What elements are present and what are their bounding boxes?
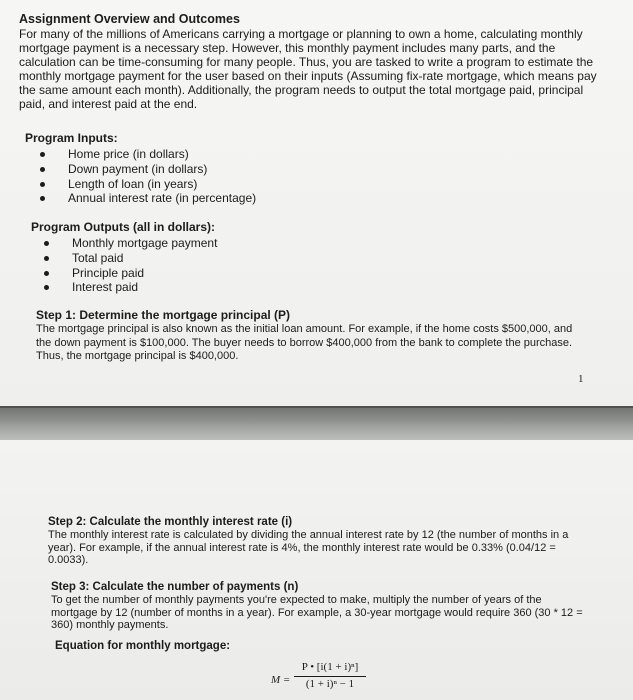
- step1-heading: Step 1: Determine the mortgage principal (P): [36, 308, 291, 322]
- step2-heading: Step 2: Calculate the monthly interest rate (i): [48, 516, 293, 528]
- step2-body: The monthly interest rate is calculated by dividing the annual interest rate by 12 (the number of months in a year). For example, if the annual interest rate is 4%, the monthly interest rate would be 0.33% (0.04/12 = 0.0033).: [48, 529, 569, 567]
- equation-numerator: P • [i(1 + i)ⁿ]: [301, 661, 359, 673]
- page-separator: [0, 408, 633, 440]
- list-item: Down payment (in dollars): [68, 162, 256, 177]
- list-item: Principle paid: [72, 266, 217, 281]
- document-page-2: [0, 440, 633, 700]
- outputs-list: [72, 236, 217, 295]
- inputs-heading: Program Inputs:: [25, 131, 118, 145]
- step3-body: To get the number of monthly payments you're expected to make, multiply the number of years of the mortgage by 12 (number of months in a year). For example, a 30-year mortgage would require 360 (30 * 12 = 360) monthly payments.: [51, 594, 583, 632]
- outputs-heading: Program Outputs (all in dollars):: [31, 220, 216, 234]
- step3-heading: Step 3: Calculate the number of payments (n): [51, 581, 299, 593]
- list-item: Monthly mortgage payment: [72, 236, 218, 250]
- equation-heading: Equation for monthly mortgage:: [55, 640, 231, 652]
- list-item: Interest paid: [72, 280, 217, 295]
- list-item: Length of loan (in years): [68, 177, 256, 192]
- page-title: Assignment Overview and Outcomes: [19, 12, 240, 26]
- intro-paragraph: For many of the millions of Americans carrying a mortgage or planning to own a home, calculating monthly mortgage payment is a necessary step. However, this monthly payment includes many parts, and the calculation can be time-consuming for many people. Thus, you are tasked to write a program to estimate the monthly mortgage payment for the user based on their inputs (Assuming fix-rate mortgage, which means pay the same amount each month). Additionally, the program needs to output the total mortgage paid, principal paid, and interest paid at the end.: [19, 27, 597, 112]
- list-item: Annual interest rate (in percentage): [68, 191, 257, 206]
- page-number: 1: [578, 373, 584, 385]
- list-item: Total paid: [72, 251, 217, 266]
- fraction-bar: [294, 676, 366, 677]
- step1-body: The mortgage principal is also known as the initial loan amount. For example, if the home costs $500,000, and the down payment is $100,000. The buyer needs to borrow $400,000 from the bank to complete the purchase. Thus, the mortgage principal is $400,000.: [36, 323, 573, 362]
- inputs-list: [68, 147, 256, 206]
- list-item: Home price (in dollars): [68, 147, 256, 162]
- equation-denominator: (1 + i)ⁿ − 1: [305, 678, 355, 690]
- equation-lhs: M =: [271, 674, 291, 686]
